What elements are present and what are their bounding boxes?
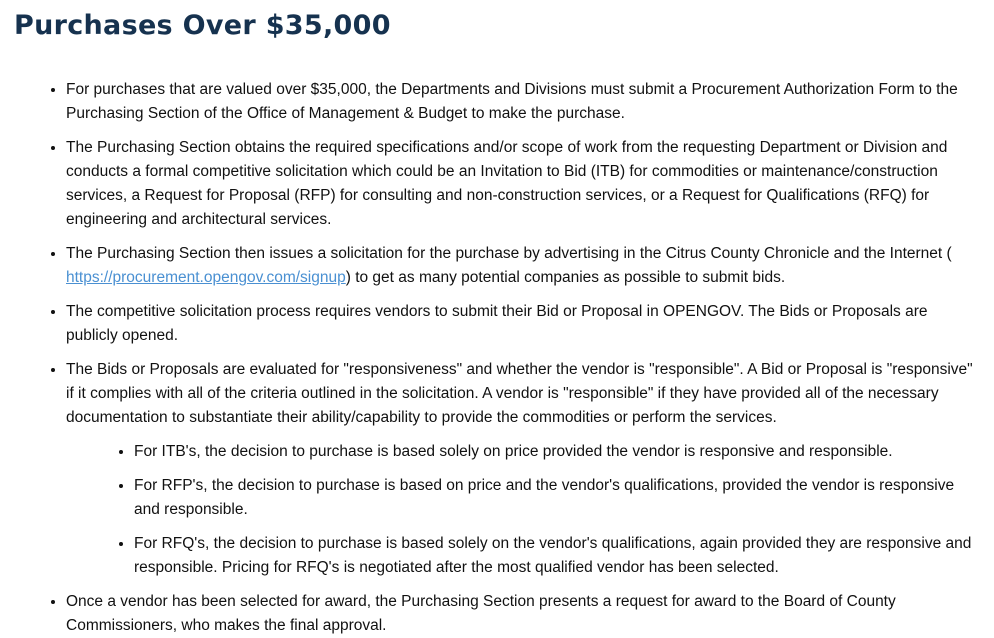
list-item-text-after-link: ) to get as many potential companies as possible to submit bids. (345, 269, 786, 286)
list-item-text: The Bids or Proposals are evaluated for "responsiveness" and whether the vendor is "responsible". A Bid or Proposal is "responsive" if it complies with all of the criteria outlined in the solicitation. A vendor is "responsible" if they have provided all of the necessary documentation to substantiate their ability/capability to provide the commodities or perform the services. (66, 361, 973, 426)
sub-list-item-text: For RFQ's, the decision to purchase is based solely on the vendor's qualifications, again provided they are responsive and responsible. Pricing for RFQ's is negotiated after the most qualified vendor has been selected. (134, 535, 972, 576)
list-item-text: Once a vendor has been selected for award, the Purchasing Section presents a request for award to the Board of County Commissioners, who makes the final approval. (66, 593, 896, 634)
page-title: Purchases Over $35,000 (14, 10, 391, 41)
sub-list-item-itb (134, 440, 978, 464)
list-item-text: The competitive solicitation process requires vendors to submit their Bid or Proposal in OPENGOV. The Bids or Proposals are publicly opened. (66, 303, 928, 344)
evaluation-criteria-sublist (66, 440, 978, 580)
sub-list-item-rfq (134, 532, 978, 580)
list-item-opengov-submission (66, 300, 978, 348)
sub-list-item-rfp (134, 474, 978, 522)
list-item-specifications (66, 136, 978, 232)
list-item-text: The Purchasing Section obtains the required specifications and/or scope of work from the requesting Department or Division and conducts a formal competitive solicitation which could be an Invitation to Bid (ITB) for commodities or maintenance/construction services, a Request for Proposal (RFP) for consulting and non-construction services, or a Request for Qualifications (RFQ) for engineering and architectural services. (66, 139, 948, 228)
sub-list-item-text: For ITB's, the decision to purchase is based solely on price provided the vendor is responsive and responsible. (134, 443, 893, 460)
list-item-solicitation-advertising (66, 242, 978, 290)
list-item-text: For purchases that are valued over $35,000, the Departments and Divisions must submit a Procurement Authorization Form to the Purchasing Section of the Office of Management & Budget to make the purchase. (66, 81, 958, 122)
opengov-signup-link[interactable]: https://procurement.opengov.com/signup (66, 269, 346, 286)
procurement-process-list (14, 78, 978, 638)
list-item-text-before-link: The Purchasing Section then issues a solicitation for the purchase by advertising in the Citrus County Chronicle and the Internet ( (66, 245, 952, 262)
list-item-authorization-form (66, 78, 978, 126)
list-item-evaluation (66, 358, 978, 580)
sub-list-item-text: For RFP's, the decision to purchase is based on price and the vendor's qualifications, provided the vendor is responsive and responsible. (134, 477, 955, 518)
list-item-award-approval (66, 590, 978, 638)
